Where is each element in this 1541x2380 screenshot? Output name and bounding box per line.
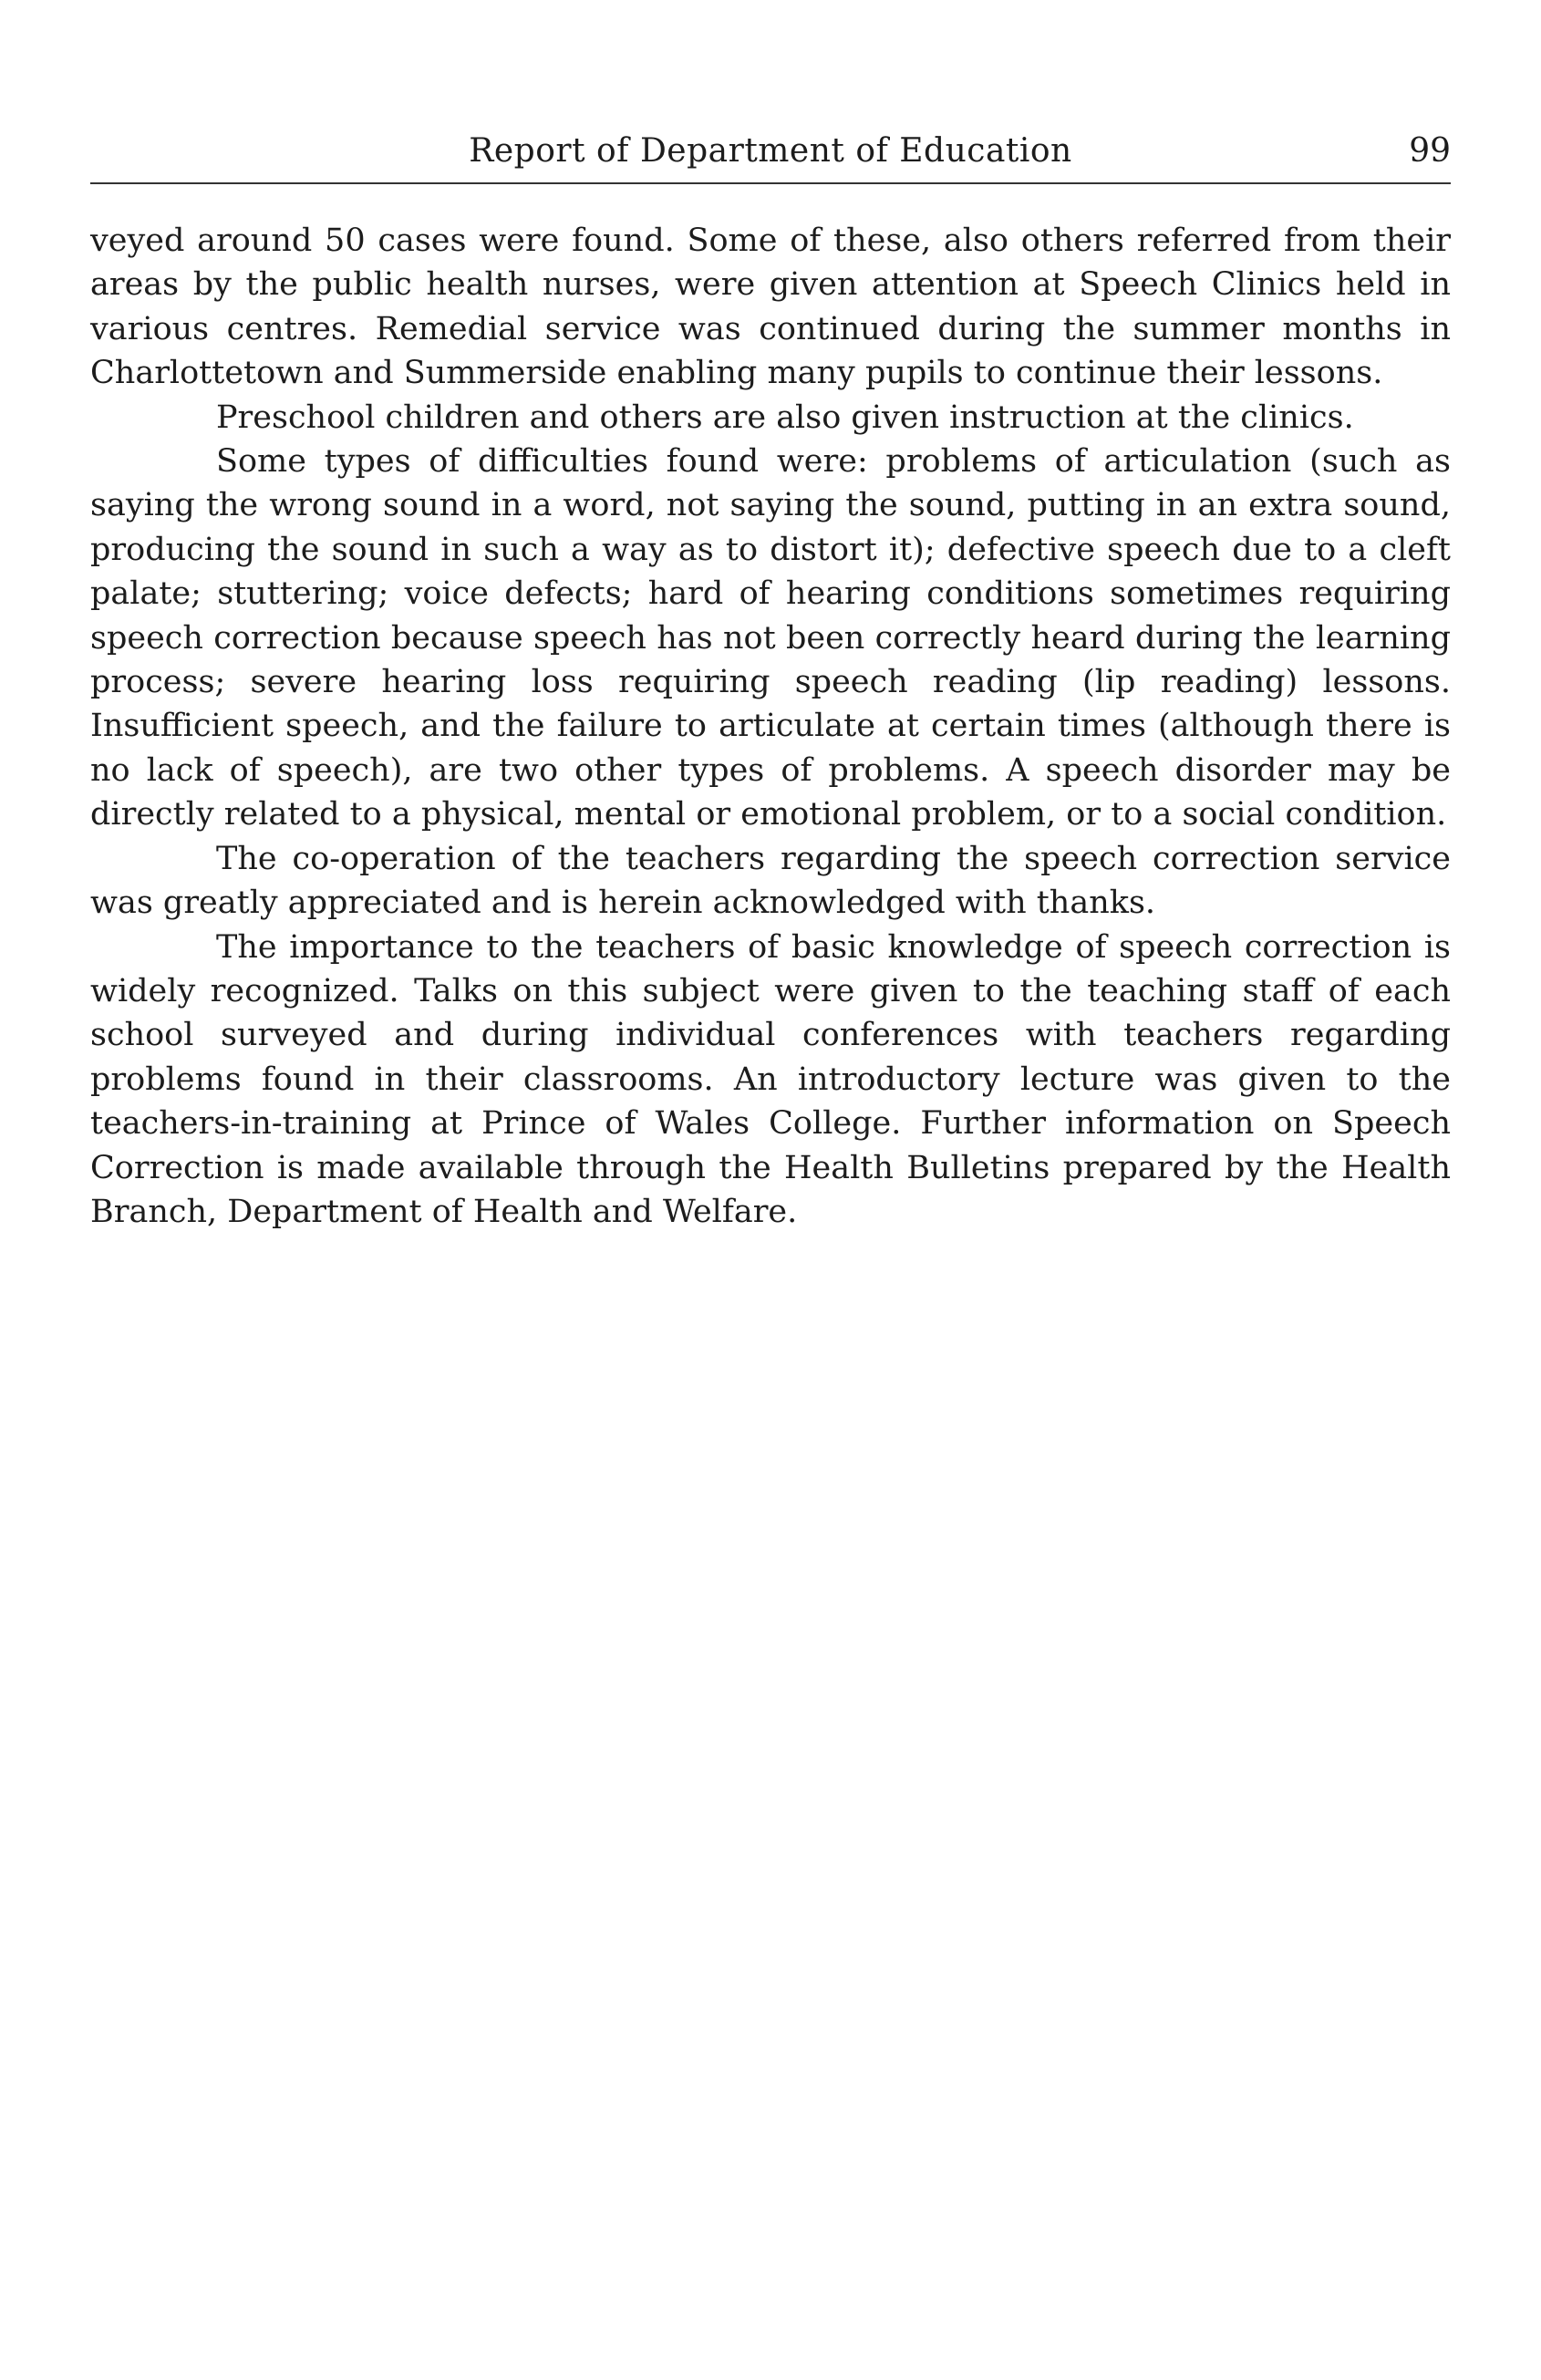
paragraph-cooperation: The co-operation of the teachers regarding the speech correction service was greatly appreciated and is herein acknowledged with thanks. <box>90 840 1451 922</box>
paragraph-continued: veyed around 50 cases were found. Some of these, also others referred from their areas by the public health nurses, were given attention at Speech Clinics held in various centres. Remedial service was continued during the summer months in Charlottetown and Summerside enabling many pupils to continue their lessons. <box>90 222 1451 392</box>
header-rule <box>90 182 1451 184</box>
paragraph-preschool: Preschool children and others are also given instruction at the clinics. <box>216 398 1354 436</box>
running-title: Report of Department of Education <box>469 132 1072 170</box>
paragraph-difficulties: Some types of difficulties found were: problems of articulation (such as saying the wrong sound in a word, not saying the sound, putting in an extra sound, producing the sound in such a way as to distort it); defective speech due to a cleft palate; stuttering; voice defects; hard of hearing conditions sometimes requiring speech correction because speech has not been correctly heard during the learning process; severe hearing loss requiring speech reading (lip reading) lessons. Insufficient speech, and the failure to articulate at certain times (although there is no lack of speech), are two other types of problems. A speech disorder may be directly related to a physical, mental or emotional problem, or to a social condition. <box>90 443 1451 833</box>
body-text <box>90 219 1451 1234</box>
running-header <box>90 124 1451 179</box>
page-number: 99 <box>1409 132 1451 170</box>
paragraph-importance: The importance to the teachers of basic knowledge of speech correction is widely recognized. Talks on this subject were given to the teaching staff of each school surveyed and during individual conferences with teachers regarding problems found in their classrooms. An introductory lecture was given to the teachers-in-training at Prince of Wales College. Further information on Speech Correction is made available through the Health Bulletins prepared by the Health Branch, Department of Health and Welfare. <box>90 928 1451 1230</box>
